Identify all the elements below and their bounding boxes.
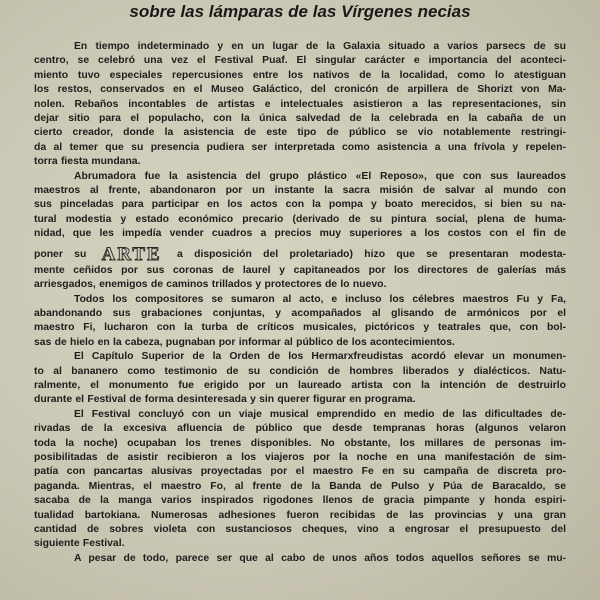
- text-line: rivadas de la excesiva afluencia de público que desde tempranas horas (algunos velaron: [34, 423, 566, 435]
- arte-word: ARTE: [101, 243, 162, 265]
- text-line: durante el Festival de forma desinteresada y sin querer figurar en programa.: [34, 394, 416, 406]
- paragraph-4: [34, 350, 566, 408]
- text-line: nidad, que les impedía vender cuadros a precios muy superiores a los costos con el fin de: [34, 228, 566, 240]
- text-line: sus pinceladas para participar en los actos con la pompa y boato merecidos, si bien su na-: [34, 199, 566, 211]
- text-line: tural modestia y estado económico precario (derivado de su pintura social, plena de huma-: [34, 213, 566, 225]
- text-line: patía con pancartas alusivas proyectadas por el maestro Fe en su campaña de discreta pro-: [34, 466, 566, 478]
- text-line: maestro Fi, lucharon con la turba de críticos musicales, pictóricos y teatrales que, con bol-: [34, 322, 566, 334]
- text-fragment: a disposición del proletariado) hizo que se presentaran modesta-: [177, 248, 566, 260]
- text-line: cierto creador, donde la asistencia de este tipo de público se vio notablemente restringi-: [34, 127, 566, 139]
- text-fragment: poner su: [34, 248, 87, 260]
- text-line: miento tuvo especiales repercusiones entre los nativos de la localidad, como lo atestiguan: [34, 69, 566, 81]
- paragraph-2: [34, 170, 566, 293]
- article-body: [34, 40, 566, 566]
- text-line: El Capítulo Superior de la Orden de los Hermarxfreudistas acordó elevar un monumen-: [74, 351, 566, 363]
- text-line: cantidad de sobres violeta con sustanciosos cheques, vino a engrosar el presupuesto del: [34, 524, 566, 535]
- text-line: torra fiesta mundana.: [34, 156, 141, 168]
- paragraph-3: [34, 293, 566, 351]
- text-line: Todos los compositores se sumaron al acto, e incluso los célebres maestros Fu y Fa,: [74, 293, 566, 305]
- text-line: siguiente Festival.: [34, 538, 125, 550]
- text-line: paganda. Mientras, el maestro Fo, al frente de la Banda de Pulso y Púa de Baracaldo, se: [34, 480, 566, 492]
- text-line: posibilitadas de asistir recibieron a los viajeros por la noche en una manifestación de sim-: [34, 451, 566, 463]
- text-line: arriesgados, enemigos de caminos trillados y protectores de lo nuevo.: [34, 279, 387, 291]
- paragraph-5: [34, 408, 566, 552]
- arte-text-line: [34, 243, 566, 265]
- text-line: En tiempo indeterminado y en un lugar de la Galaxia situado a varios parsecs de su: [74, 41, 566, 52]
- text-line: tualidad bartokiana. Numerosas adhesiones fueron recibidas de las provincias y una gran: [34, 509, 566, 521]
- text-line: nolen. Rebaños incontables de artistas e intelectuales asistieron a las representaciones, sin: [34, 98, 566, 110]
- text-line: sas de hielo en la cabeza, pugnaban por informar al público de los acontecimientos.: [34, 336, 455, 348]
- text-line: maestros al frente, abandonaron por un instante la sacra misión de salvar al mundo con: [34, 185, 566, 197]
- text-line: mente ceñidos por sus coronas de laurel y capitaneados por los directores de galerías más: [34, 264, 566, 276]
- text-line: los restos, conservados en el Museo Galáctico, del cronicón de arpillera de Shorizt von Ma-: [34, 84, 566, 96]
- text-line: centro, se celebró una vez el Festival Puaf. El singular carácter e importancia del aconteci-: [34, 55, 566, 67]
- paragraph-1: [34, 40, 566, 170]
- text-line: sacaba de la manga varios inspirados rigodones llenos de gracia pimpante y honda espiri-: [34, 495, 566, 507]
- text-line: abandonando sus grabaciones conjuntas, y acompañados al glisando de armónicos por el: [34, 307, 566, 319]
- text-line: da al temer que su presencia pudiera ser interpretada como asistencia a una frívola y repelen-: [34, 141, 566, 153]
- text-line: ralmente, el monumento fue erigido por un laureado artista con la intención de destruirlo: [34, 379, 566, 391]
- text-line: to al bananero como testimonio de su condición de hombres liberados y dialécticos. Natu-: [34, 365, 566, 377]
- text-line: El Festival concluyó con un viaje musical emprendido en medio de las dificultades de-: [74, 408, 566, 420]
- paragraph-6: [34, 552, 566, 566]
- article-title: sobre las lámparas de las Vírgenes necias: [129, 2, 471, 21]
- text-line: toda la noche) ocupaban los trenes disponibles. No obstante, los millares de personas im-: [34, 437, 566, 449]
- text-line: dejar sitio para el populacho, con la única salvedad de la celebrada en la cabaña de un: [34, 113, 566, 125]
- text-line: A pesar de todo, parece ser que al cabo de unos años todos aquellos señores se mu-: [74, 552, 566, 564]
- text-line: Abrumadora fue la asistencia del grupo plástico «El Reposo», que con sus laureados: [74, 170, 566, 182]
